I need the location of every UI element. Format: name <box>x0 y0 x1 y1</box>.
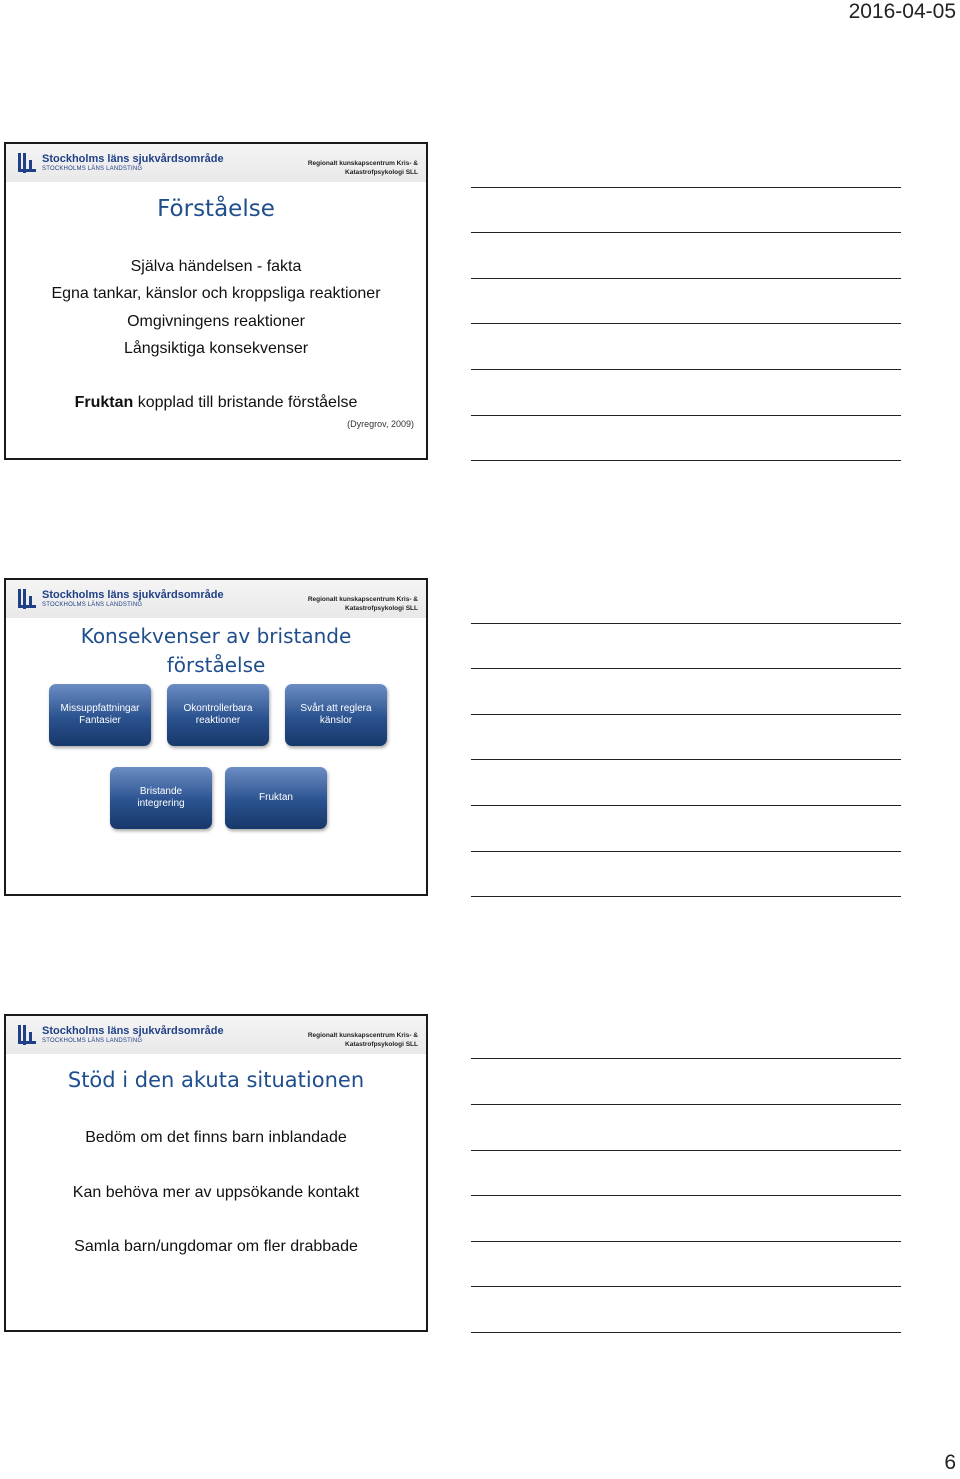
diagram-box: Bristande integrering <box>110 767 212 829</box>
page-date: 2016-04-05 <box>848 0 956 23</box>
note-line <box>471 1286 901 1287</box>
note-line <box>471 896 901 897</box>
slide-title: Förståelse <box>157 196 275 222</box>
sll-logo-icon <box>16 1024 38 1046</box>
body-line: Kan behöva mer av uppsökande kontakt <box>72 1184 360 1201</box>
logo-title: Stockholms läns sjukvårdsområde <box>42 1025 224 1037</box>
note-line <box>471 1058 901 1059</box>
logo-subtitle: STOCKHOLMS LÄNS LANDSTING <box>42 602 143 608</box>
note-line <box>471 1150 901 1151</box>
note-line <box>471 1195 901 1196</box>
organization-logo <box>16 152 224 176</box>
emphasis-line <box>6 394 426 412</box>
note-line <box>471 759 901 760</box>
diagram-box: Fruktan <box>225 767 327 829</box>
note-line <box>471 278 901 279</box>
slide-header <box>6 1016 426 1054</box>
center-name <box>308 159 418 177</box>
slide-title: Stöd i den akuta situationen <box>67 1068 365 1092</box>
logo-title: Stockholms läns sjukvårdsområde <box>42 153 224 165</box>
center-name-line-2: Katastrofpsykologi SLL <box>345 1041 418 1048</box>
note-line <box>471 1332 901 1333</box>
note-line <box>471 851 901 852</box>
slide-title-line-2: förståelse <box>166 653 266 677</box>
note-line <box>471 714 901 715</box>
note-line <box>471 232 901 233</box>
diagram-box: Missuppfattningar Fantasier <box>49 684 151 746</box>
center-name-line-1: Regionalt kunskapscentrum Kris- & <box>307 160 418 167</box>
note-line <box>471 460 901 461</box>
note-line <box>471 623 901 624</box>
body-line: Samla barn/ungdomar om fler drabbade <box>74 1238 358 1255</box>
center-name-line-2: Katastrofpsykologi SLL <box>345 605 418 612</box>
body-line: Själva händelsen - fakta <box>130 258 302 275</box>
slide-title-line-1: Konsekvenser av bristande <box>80 624 352 648</box>
note-line <box>471 187 901 188</box>
center-name-line-1: Regionalt kunskapscentrum Kris- & <box>307 1032 418 1039</box>
slide-title <box>6 622 426 680</box>
slide-header <box>6 144 426 182</box>
emphasis-bold: Fruktan <box>74 394 134 411</box>
page-number: 6 <box>944 1451 956 1474</box>
body-line: Egna tankar, känslor och kroppsliga reaktioner <box>51 285 381 302</box>
body-line: Långsiktiga konsekvenser <box>123 340 309 357</box>
logo-subtitle: STOCKHOLMS LÄNS LANDSTING <box>42 166 143 172</box>
center-name <box>308 595 418 613</box>
organization-logo <box>16 588 224 612</box>
citation: (Dyregrov, 2009) <box>347 419 414 429</box>
note-line <box>471 415 901 416</box>
note-line <box>471 668 901 669</box>
slide-2 <box>4 578 428 896</box>
center-name-line-1: Regionalt kunskapscentrum Kris- & <box>307 596 418 603</box>
diagram-box: Svårt att reglera känslor <box>285 684 387 746</box>
note-line <box>471 369 901 370</box>
slide-1 <box>4 142 428 460</box>
slide-header <box>6 580 426 618</box>
note-line <box>471 805 901 806</box>
logo-title: Stockholms läns sjukvårdsområde <box>42 589 224 601</box>
note-line <box>471 1241 901 1242</box>
logo-subtitle: STOCKHOLMS LÄNS LANDSTING <box>42 1038 143 1044</box>
body-line: Bedöm om det finns barn inblandade <box>85 1129 347 1146</box>
body-line: Omgivningens reaktioner <box>127 313 305 330</box>
center-name-line-2: Katastrofpsykologi SLL <box>345 169 418 176</box>
diagram-box: Okontrollerbara reaktioner <box>167 684 269 746</box>
emphasis-rest: kopplad till bristande förståelse <box>133 394 358 411</box>
slide-3 <box>4 1014 428 1332</box>
organization-logo <box>16 1024 224 1048</box>
center-name <box>308 1031 418 1049</box>
note-line <box>471 323 901 324</box>
sll-logo-icon <box>16 588 38 610</box>
sll-logo-icon <box>16 152 38 174</box>
note-line <box>471 1104 901 1105</box>
